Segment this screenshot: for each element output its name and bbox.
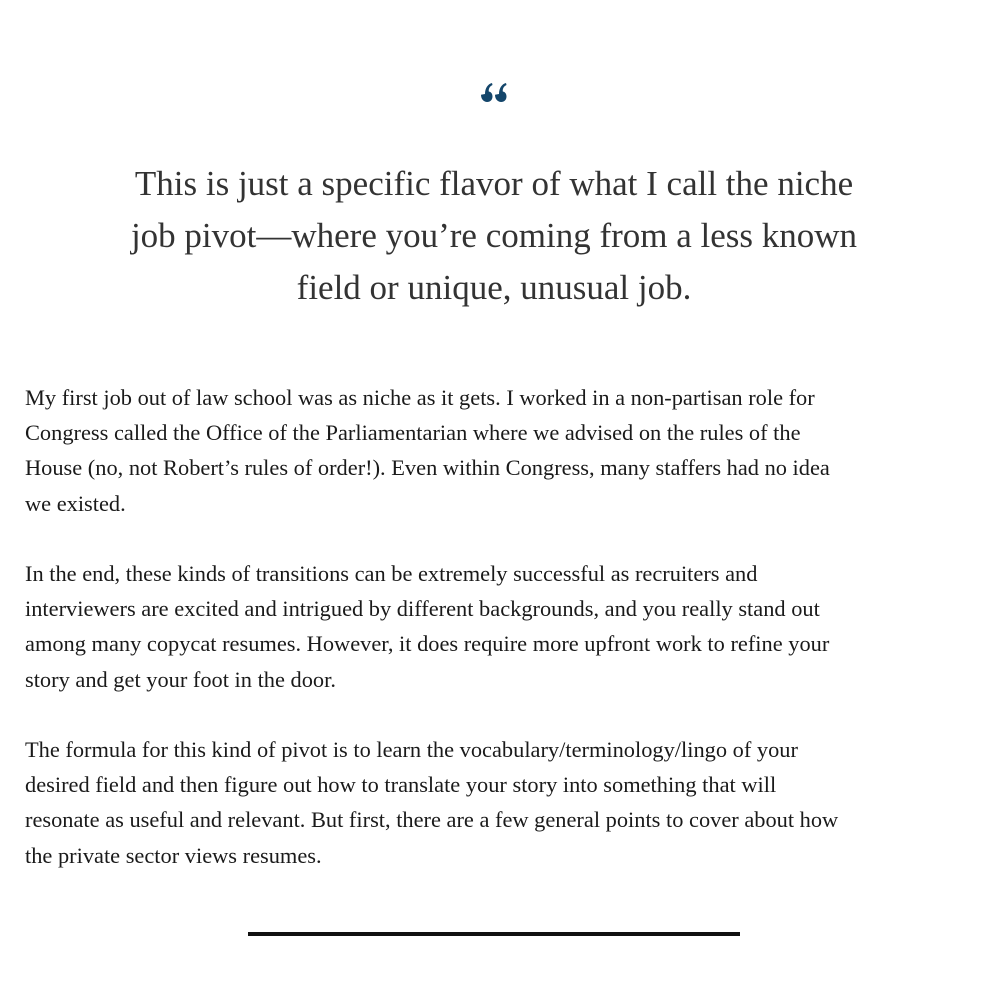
paragraph-line: The formula for this kind of pivot is to learn the vocabulary/terminology/lingo of your [25,737,798,762]
section-divider [248,932,740,936]
body-paragraph [25,732,975,873]
pull-quote-line: job pivot—where you’re coming from a less known [130,216,858,255]
paragraph-line: among many copycat resumes. However, it does require more upfront work to refine your [25,631,830,657]
pull-quote-line: This is just a specific flavor of what I call the niche [134,164,854,203]
paragraph-line: story and get your foot in the door. [25,666,336,692]
body-paragraph [25,380,975,521]
body-paragraph [25,556,975,697]
paragraph-line: the private sector views resumes. [25,842,322,868]
pull-quote [80,158,908,314]
paragraph-line: House (no, not Robert’s rules of order!). Even within Congress, many staffers had no idea [25,455,830,481]
paragraph-line: we existed. [25,490,126,516]
paragraph-line: desired field and then figure out how to translate your story into something that will [25,772,777,798]
paragraph-line: In the end, these kinds of transitions can be extremely successful as recruiters and [25,561,758,586]
quote-open-icon [477,82,511,110]
pull-quote-line: field or unique, unusual job. [296,268,692,307]
paragraph-line: interviewers are excited and intrigued by different backgrounds, and you really stand out [25,596,820,622]
paragraph-line: resonate as useful and relevant. But first, there are a few general points to cover about how [25,807,839,833]
paragraph-line: Congress called the Office of the Parliamentarian where we advised on the rules of the [25,420,801,446]
paragraph-line: My first job out of law school was as niche as it gets. I worked in a non-partisan role for [25,385,815,410]
